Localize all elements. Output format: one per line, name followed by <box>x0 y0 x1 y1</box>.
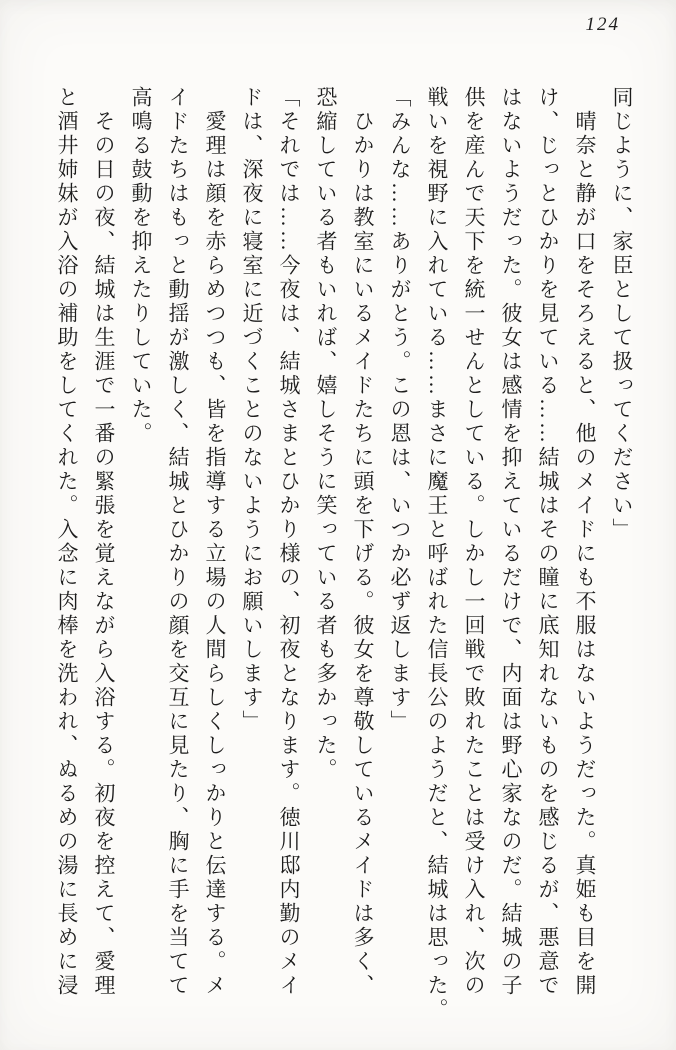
text-line: はないようだった。彼女は感情を抑えているだけで、内面は野心家なのだ。結城の子 <box>499 86 523 998</box>
text-line: け、じっとひかりを見ている……結城はその瞳に底知れないものを感じるが、悪意で <box>536 86 560 998</box>
text-line: その日の夜、結城は生涯で一番の緊張を覚えながら入浴する。初夜を控えて、愛理 <box>92 86 116 998</box>
text-line: 戦いを視野に入れている……まさに魔王と呼ばれた信長公のようだと、結城は思った。 <box>425 86 449 1022</box>
text-line: と酒井姉妹が入浴の補助をしてくれた。入念に肉棒を洗われ、ぬるめの湯に長めに浸 <box>55 86 79 998</box>
page-number: 124 <box>585 14 620 35</box>
text-line: 「みんな……ありがとう。この恩は、いつか必ず返します」 <box>388 86 412 734</box>
text-line: 高鳴る鼓動を抑えたりしていた。 <box>129 86 153 446</box>
text-line: ドは、深夜に寝室に近づくことのないようにお願いします」 <box>240 86 264 734</box>
text-line: 愛理は顔を赤らめつつも、皆を指導する立場の人間らしくしっかりと伝達する。メ <box>203 86 227 998</box>
text-block <box>48 86 640 1038</box>
text-line: 晴奈と静が口をそろえると、他のメイドにも不服はないようだった。真姫も目を開 <box>573 86 597 998</box>
text-line: イドたちはもっと動揺が激しく、結城とひかりの顔を交互に見たり、胸に手を当てて <box>166 86 190 998</box>
text-line: 恐縮している者もいれば、嬉しそうに笑っている者も多かった。 <box>314 86 338 782</box>
text-line: ひかりは教室にいるメイドたちに頭を下げる。彼女を尊敬しているメイドは多く、 <box>351 86 375 998</box>
text-line: 供を産んで天下を統一せんとしている。しかし一回戦で敗れたことは受け入れ、次の <box>462 86 486 998</box>
text-line: 「それでは……今夜は、結城さまとひかり様の、初夜となります。徳川邸内勤のメイ <box>277 86 301 998</box>
text-line: 同じように、家臣として扱ってください」 <box>610 86 634 542</box>
